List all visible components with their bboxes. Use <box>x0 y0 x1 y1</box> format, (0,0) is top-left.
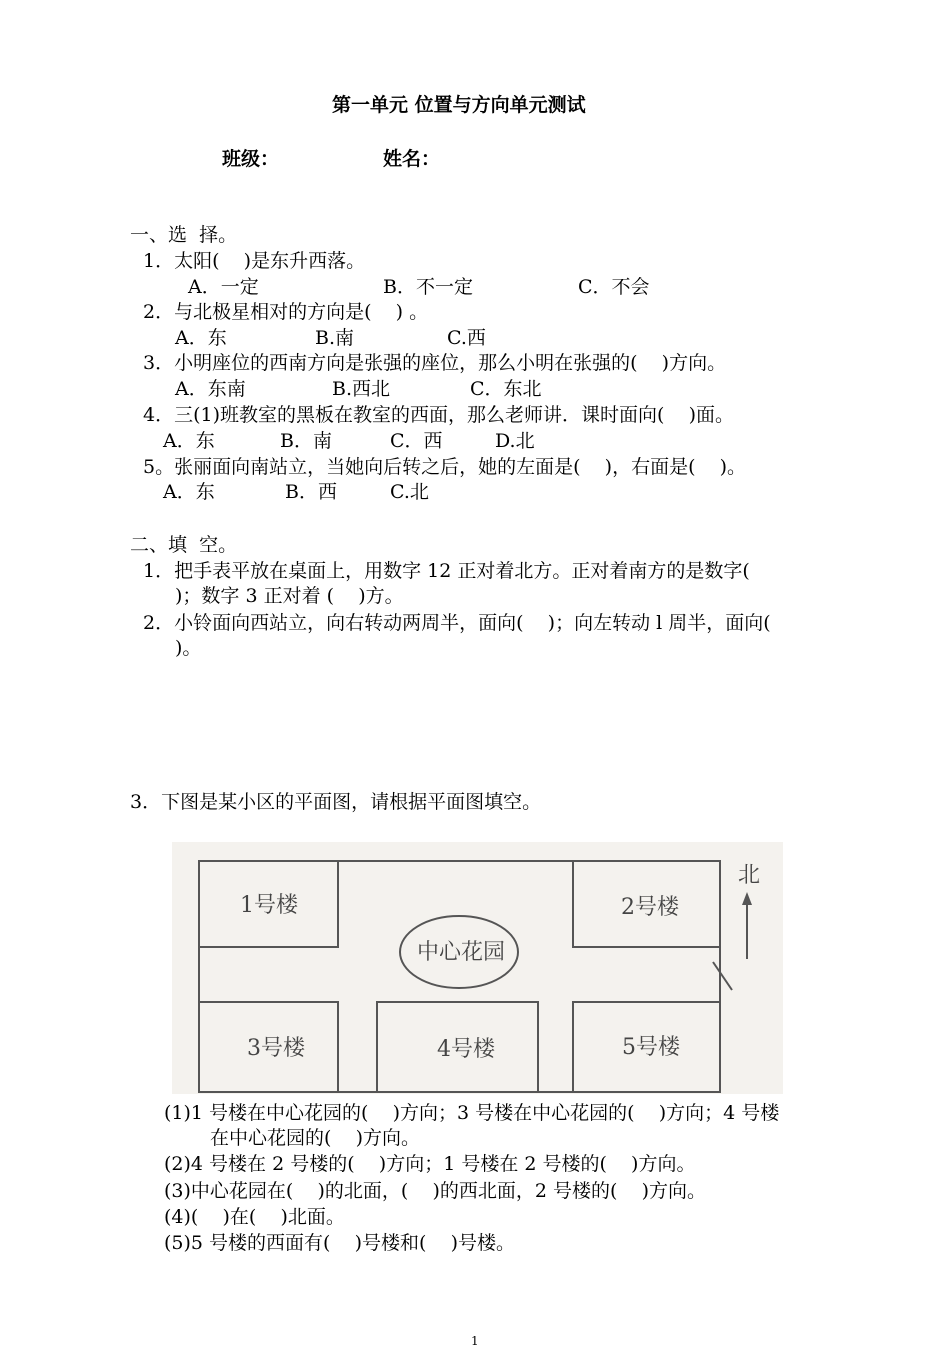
q4-option-c: C．西 <box>390 430 443 452</box>
map-label-building5: 5号楼 <box>622 1035 680 1060</box>
map-label-building4: 4号楼 <box>437 1037 495 1062</box>
map-sub4: (4)( )在( )北面。 <box>164 1206 345 1228</box>
q5-stem: 5。张丽面向南站立，当她向后转之后，她的左面是( )，右面是( )。 <box>143 456 747 478</box>
q2-option-c: C.西 <box>447 327 486 349</box>
community-map <box>172 842 783 1094</box>
q3-option-c: C．东北 <box>470 378 542 400</box>
map-label-building1: 1号楼 <box>240 893 298 918</box>
map-sub1-line2: 在中心花园的( )方向。 <box>210 1127 420 1149</box>
map-sub2: (2)4 号楼在 2 号楼的( )方向；1 号楼在 2 号楼的( )方向。 <box>164 1153 696 1175</box>
map-sub1-line1: (1)1 号楼在中心花园的( )方向；3 号楼在中心花园的( )方向；4 号楼 <box>164 1102 780 1124</box>
section2-heading: 二、填 空。 <box>130 534 238 556</box>
q3-stem: 3．小明座位的西南方向是张强的座位，那么小明在张强的( )方向。 <box>143 352 727 374</box>
map-sub5: (5)5 号楼的西面有( )号楼和( )号楼。 <box>164 1232 516 1254</box>
class-label: 班级： <box>222 148 280 170</box>
fill-q2-line2: )。 <box>175 637 202 659</box>
q3-option-b: B.西北 <box>332 378 391 400</box>
q2-option-b: B.南 <box>315 327 355 349</box>
map-label-garden: 中心花园 <box>416 940 506 965</box>
q5-option-a: A．东 <box>163 481 215 503</box>
map-label-building2: 2号楼 <box>621 895 679 920</box>
fill-q2-line1: 2．小铃面向西站立，向右转动两周半，面向( )；向左转动 l 周半，面向( <box>143 612 771 634</box>
fill-q3-stem: 3．下图是某小区的平面图，请根据平面图填空。 <box>130 791 542 813</box>
q5-option-c: C.北 <box>390 481 429 503</box>
q1-stem: 1．太阳( )是东升西落。 <box>143 250 366 272</box>
page-number: 1 <box>471 1334 479 1348</box>
q1-option-c: C．不会 <box>578 276 650 298</box>
q5-option-b: B．西 <box>285 481 337 503</box>
q2-stem: 2．与北极星相对的方向是( ) 。 <box>143 301 429 323</box>
q2-option-a: A．东 <box>175 327 227 349</box>
fill-q1-line1: 1．把手表平放在桌面上，用数字 12 正对着北方。正对着南方的是数字( <box>143 560 750 582</box>
q4-option-d: D.北 <box>495 430 535 452</box>
q4-option-a: A．东 <box>163 430 215 452</box>
q1-option-a: A．一定 <box>188 276 259 298</box>
page-title: 第一单元 位置与方向单元测试 <box>332 94 586 116</box>
map-label-building3: 3号楼 <box>247 1036 305 1061</box>
map-label-north: 北 <box>737 863 761 888</box>
q4-option-b: B．南 <box>280 430 332 452</box>
q4-stem: 4．三(1)班教室的黑板在教室的西面，那么老师讲．课时面向( )面。 <box>143 404 734 426</box>
q1-option-b: B．不一定 <box>383 276 473 298</box>
map-sub3: (3)中心花园在( )的北面，( )的西北面，2 号楼的( )方向。 <box>164 1180 706 1202</box>
q3-option-a: A．东南 <box>175 378 246 400</box>
fill-q1-line2: )；数字 3 正对着 ( )方。 <box>175 585 404 607</box>
section1-heading: 一、选 择。 <box>130 224 238 246</box>
name-label: 姓名： <box>383 148 441 170</box>
